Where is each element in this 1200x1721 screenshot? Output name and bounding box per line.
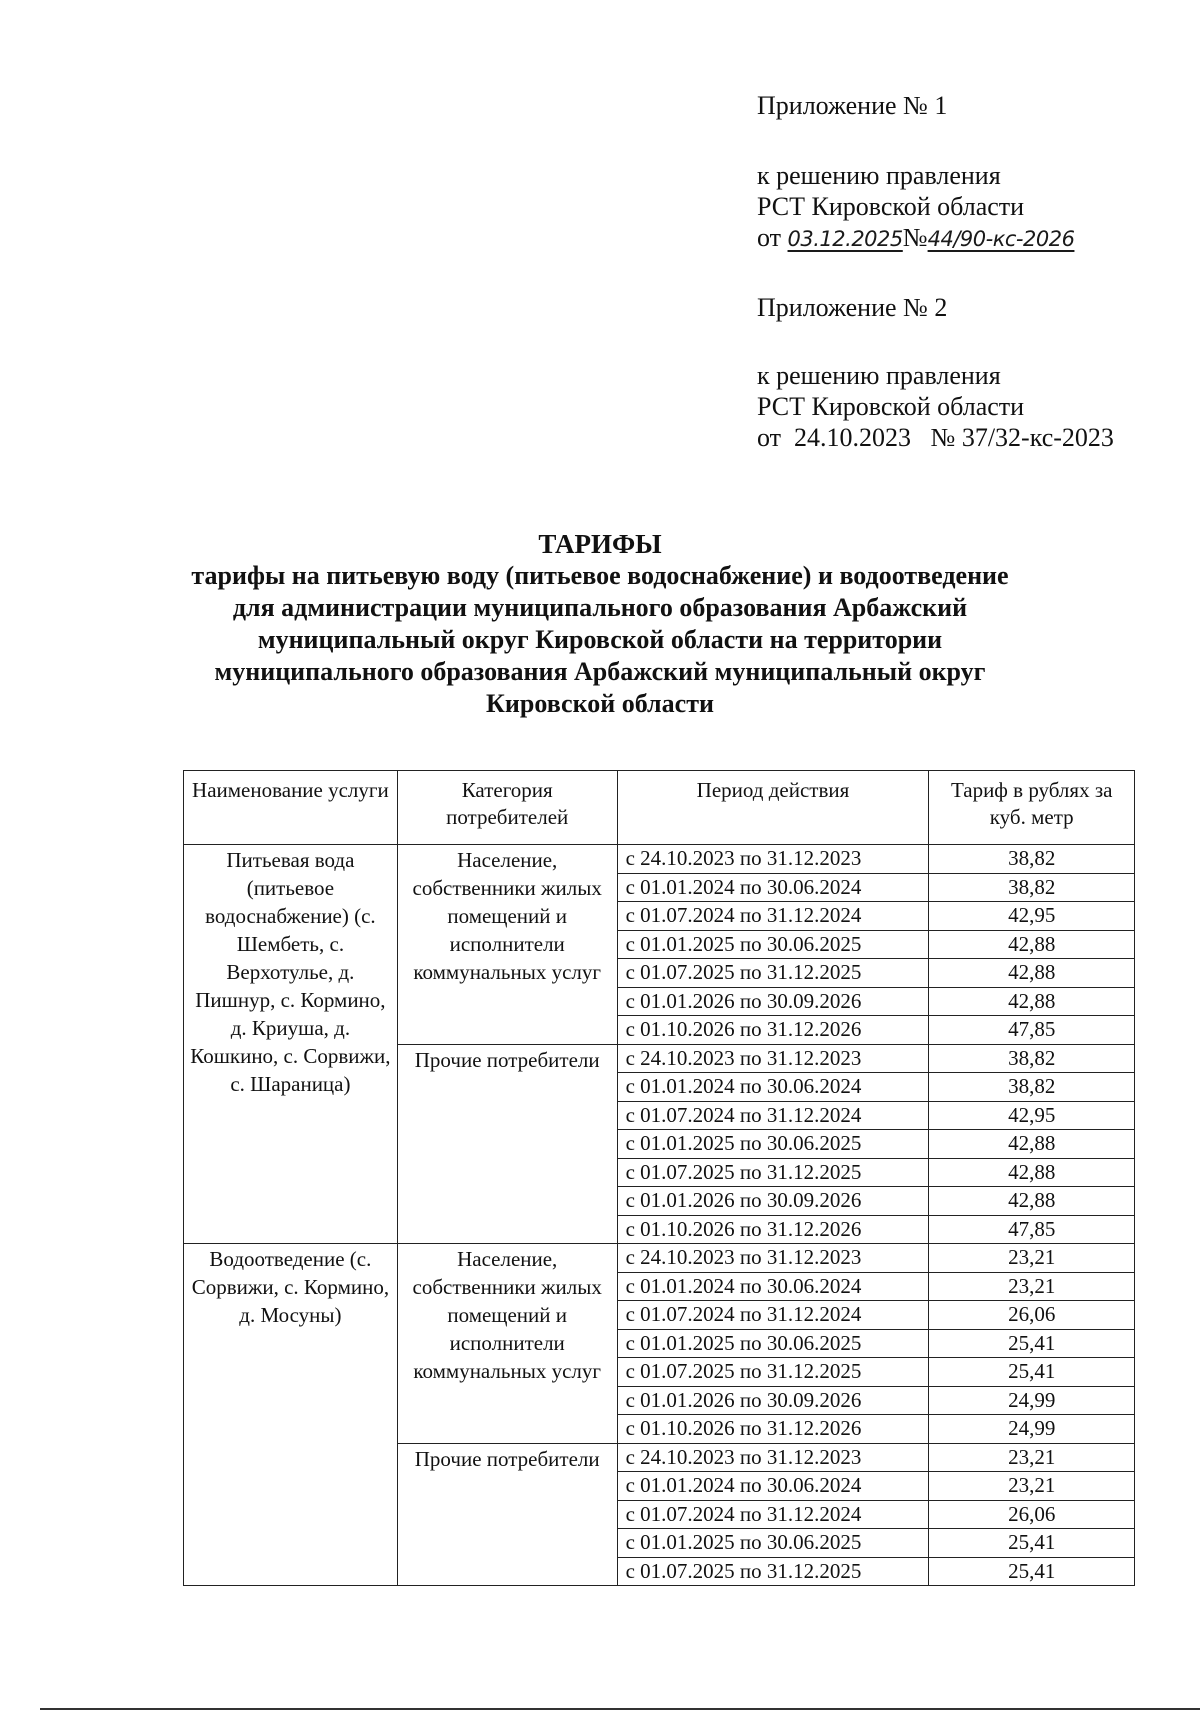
tariff-cell: 24,99 bbox=[929, 1386, 1135, 1415]
period-cell: с 24.10.2023 по 31.12.2023 bbox=[617, 1443, 929, 1472]
heading-line: для администрации муниципального образования Арбажский bbox=[232, 593, 968, 622]
period-cell: с 24.10.2023 по 31.12.2023 bbox=[617, 1044, 929, 1073]
appendix-1-line-1: к решению правления bbox=[757, 161, 1001, 190]
tariff-cell: 23,21 bbox=[929, 1272, 1135, 1301]
service-name-cell: Питьевая вода (питьевое водоснабжение) (с. Шембеть, с. Верхотулье, д. Пишнур, с. Кормино, д. Криуша, д. Кошкино, с. Сорвижи, с. Шараница) bbox=[184, 845, 398, 1244]
tariff-cell: 38,82 bbox=[929, 1044, 1135, 1073]
heading-line: тарифы на питьевую воду (питьевое водоснабжение) и водоотведение bbox=[191, 561, 1009, 590]
appendix-1-reference bbox=[757, 160, 1074, 255]
tariff-cell: 42,88 bbox=[929, 1187, 1135, 1216]
tariff-cell: 25,41 bbox=[929, 1329, 1135, 1358]
tariff-cell: 47,85 bbox=[929, 1215, 1135, 1244]
tariff-cell: 42,95 bbox=[929, 902, 1135, 931]
period-cell: с 01.10.2026 по 31.12.2026 bbox=[617, 1415, 929, 1444]
heading-line: муниципальный округ Кировской области на территории bbox=[257, 625, 943, 654]
period-cell: с 01.01.2026 по 30.09.2026 bbox=[617, 987, 929, 1016]
period-cell: с 01.07.2024 по 31.12.2024 bbox=[617, 1500, 929, 1529]
handwritten-number: 44/90-кс-2026 bbox=[927, 227, 1075, 251]
handwritten-date: 03.12.2025 bbox=[787, 227, 903, 251]
tariff-cell: 26,06 bbox=[929, 1500, 1135, 1529]
period-cell: с 01.10.2026 по 31.12.2026 bbox=[617, 1016, 929, 1045]
tariff-cell: 23,21 bbox=[929, 1443, 1135, 1472]
tariff-cell: 38,82 bbox=[929, 845, 1135, 874]
period-cell: с 01.10.2026 по 31.12.2026 bbox=[617, 1215, 929, 1244]
period-cell: с 24.10.2023 по 31.12.2023 bbox=[617, 845, 929, 874]
bottom-rule bbox=[40, 1708, 1200, 1710]
tariff-cell: 25,41 bbox=[929, 1557, 1135, 1586]
tariff-cell: 42,88 bbox=[929, 1158, 1135, 1187]
period-cell: с 01.01.2025 по 30.06.2025 bbox=[617, 1329, 929, 1358]
tariff-cell: 24,99 bbox=[929, 1415, 1135, 1444]
header-service: Наименование услуги bbox=[184, 771, 398, 845]
tariff-cell: 23,21 bbox=[929, 1244, 1135, 1273]
table-header-row bbox=[184, 771, 1135, 845]
period-cell: с 01.01.2026 по 30.09.2026 bbox=[617, 1386, 929, 1415]
appendix-1-line-2: РСТ Кировской области bbox=[757, 192, 1025, 221]
period-cell: с 01.01.2025 по 30.06.2025 bbox=[617, 930, 929, 959]
appendix-1-title-text: Приложение № 1 bbox=[757, 91, 948, 120]
tariff-cell: 38,82 bbox=[929, 1073, 1135, 1102]
period-cell: с 01.01.2026 по 30.09.2026 bbox=[617, 1187, 929, 1216]
appendix-2-line-2: РСТ Кировской области bbox=[757, 392, 1025, 421]
period-cell: с 01.07.2024 по 31.12.2024 bbox=[617, 902, 929, 931]
consumer-category-cell: Прочие потребители bbox=[397, 1443, 617, 1586]
header-period: Период действия bbox=[617, 771, 929, 845]
tariff-cell: 42,95 bbox=[929, 1101, 1135, 1130]
document-heading bbox=[0, 528, 1200, 720]
period-cell: с 01.01.2024 по 30.06.2024 bbox=[617, 1272, 929, 1301]
period-cell: с 01.07.2025 по 31.12.2025 bbox=[617, 1358, 929, 1387]
appendix-1-date-line bbox=[757, 222, 1074, 255]
period-cell: с 01.07.2025 по 31.12.2025 bbox=[617, 959, 929, 988]
period-cell: с 01.07.2024 по 31.12.2024 bbox=[617, 1101, 929, 1130]
period-cell: с 01.01.2024 по 30.06.2024 bbox=[617, 873, 929, 902]
tariff-cell: 42,88 bbox=[929, 987, 1135, 1016]
appendix-1-title bbox=[757, 90, 947, 121]
tariff-cell: 38,82 bbox=[929, 873, 1135, 902]
tariff-cell: 25,41 bbox=[929, 1529, 1135, 1558]
header-tariff: Тариф в рублях за куб. метр bbox=[929, 771, 1135, 845]
appendix-2-line-3: от 24.10.2023 № 37/32-кс-2023 bbox=[757, 423, 1114, 452]
consumer-category-cell: Население, собственники жилых помещений и исполнители коммунальных услуг bbox=[397, 845, 617, 1045]
header-category: Категория потребителей bbox=[397, 771, 617, 845]
tariff-cell: 26,06 bbox=[929, 1301, 1135, 1330]
tariff-cell: 47,85 bbox=[929, 1016, 1135, 1045]
consumer-category-cell: Население, собственники жилых помещений и исполнители коммунальных услуг bbox=[397, 1244, 617, 1444]
heading-line: Кировской области bbox=[486, 689, 714, 718]
period-cell: с 01.01.2024 по 30.06.2024 bbox=[617, 1073, 929, 1102]
consumer-category-cell: Прочие потребители bbox=[397, 1044, 617, 1244]
appendix-2-reference bbox=[757, 360, 1114, 453]
tariff-table-body bbox=[184, 845, 1135, 1586]
heading-main: ТАРИФЫ bbox=[538, 529, 662, 559]
tariff-cell: 23,21 bbox=[929, 1472, 1135, 1501]
table-row bbox=[184, 1244, 1135, 1273]
appendix-2-title bbox=[757, 292, 947, 323]
tariff-cell: 42,88 bbox=[929, 930, 1135, 959]
period-cell: с 01.07.2025 по 31.12.2025 bbox=[617, 1557, 929, 1586]
service-name-cell: Водоотведение (с. Сорвижи, с. Кормино, д. Мосуны) bbox=[184, 1244, 398, 1586]
period-cell: с 01.01.2025 по 30.06.2025 bbox=[617, 1529, 929, 1558]
period-cell: с 01.01.2025 по 30.06.2025 bbox=[617, 1130, 929, 1159]
tariff-cell: 42,88 bbox=[929, 959, 1135, 988]
period-cell: с 01.07.2025 по 31.12.2025 bbox=[617, 1158, 929, 1187]
tariff-table bbox=[183, 770, 1135, 1586]
number-sign: № bbox=[902, 223, 928, 252]
period-cell: с 01.07.2024 по 31.12.2024 bbox=[617, 1301, 929, 1330]
tariff-cell: 25,41 bbox=[929, 1358, 1135, 1387]
tariff-cell: 42,88 bbox=[929, 1130, 1135, 1159]
heading-line: муниципального образования Арбажский муниципальный округ bbox=[214, 657, 986, 686]
period-cell: с 24.10.2023 по 31.12.2023 bbox=[617, 1244, 929, 1273]
appendix-1-prefix: от bbox=[757, 223, 782, 252]
appendix-2-title-text: Приложение № 2 bbox=[757, 293, 948, 322]
appendix-2-line-1: к решению правления bbox=[757, 361, 1001, 390]
table-row bbox=[184, 845, 1135, 874]
period-cell: с 01.01.2024 по 30.06.2024 bbox=[617, 1472, 929, 1501]
